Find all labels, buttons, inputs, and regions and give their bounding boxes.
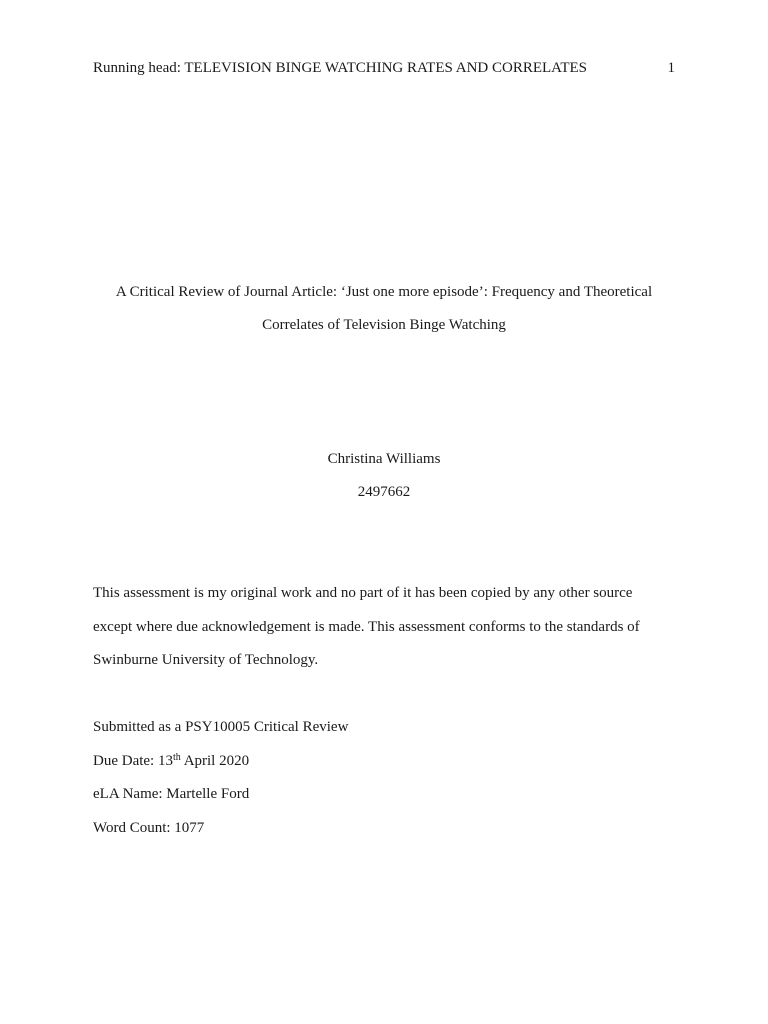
due-date-rest: April 2020 bbox=[180, 752, 250, 769]
due-date-ordinal: th bbox=[172, 751, 181, 763]
document-title bbox=[0, 276, 768, 342]
author-name: Christina Williams bbox=[327, 451, 441, 467]
running-head: Running head: TELEVISION BINGE WATCHING RATES AND CORRELATES bbox=[93, 60, 588, 76]
student-id: 2497662 bbox=[357, 484, 411, 500]
page-header bbox=[93, 58, 675, 78]
submitted-as: Submitted as a PSY10005 Critical Review bbox=[93, 719, 349, 735]
statement-line-1: This assessment is my original work and no part of it has been copied by any other source bbox=[93, 585, 633, 601]
author-block bbox=[0, 443, 768, 509]
title-line-2: Correlates of Television Binge Watching bbox=[262, 317, 506, 333]
due-date bbox=[93, 745, 693, 779]
page-number: 1 bbox=[667, 60, 675, 76]
ela-name: eLA Name: Martelle Ford bbox=[93, 786, 250, 802]
statement-line-2: except where due acknowledgement is made. This assessment conforms to the standards of bbox=[93, 618, 640, 635]
statement-line-3: Swinburne University of Technology. bbox=[93, 652, 319, 668]
word-count: Word Count: 1077 bbox=[93, 819, 205, 836]
originality-statement bbox=[93, 577, 693, 678]
title-line-1: A Critical Review of Journal Article: ‘Just one more episode’: Frequency and Theoretical bbox=[115, 284, 653, 300]
submission-details bbox=[93, 711, 693, 845]
due-date-prefix: Due Date: 13 bbox=[93, 752, 173, 769]
